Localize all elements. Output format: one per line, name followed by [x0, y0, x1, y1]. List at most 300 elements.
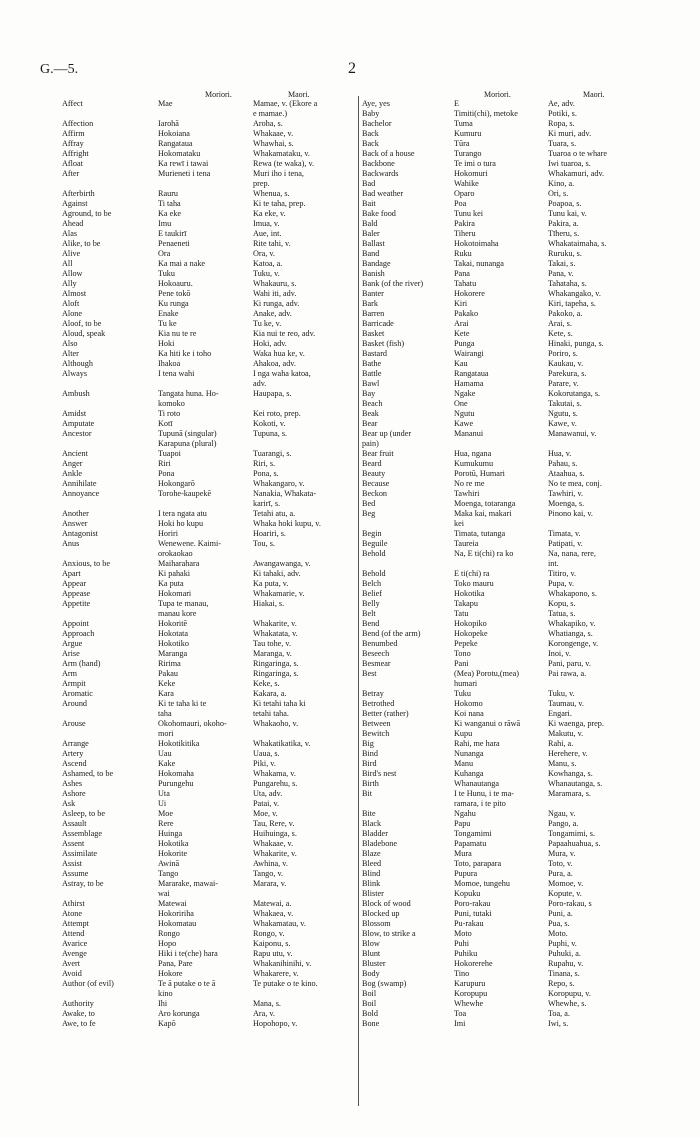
vocab-row	[62, 559, 354, 569]
maori-word: Hiakai, s.	[253, 599, 285, 608]
vocab-row	[62, 289, 354, 299]
vocab-row	[62, 769, 354, 779]
english-word: Almost	[62, 289, 87, 298]
vocab-row	[362, 629, 662, 639]
vocab-row	[62, 689, 354, 699]
english-word: Backbone	[362, 159, 395, 168]
vocab-row	[62, 549, 354, 559]
maori-word: Whakamuri, adv.	[548, 169, 605, 178]
english-word: Blow, to strike a	[362, 929, 416, 938]
english-word: Bad	[362, 179, 376, 188]
english-word: Artery	[62, 749, 84, 758]
moriori-word: Tuku	[454, 689, 471, 698]
vocab-row	[362, 879, 662, 889]
moriori-word: Ka rewī i tawai	[158, 159, 209, 168]
english-word: Begin	[362, 529, 382, 538]
maori-word: Aue, int.	[253, 229, 282, 238]
moriori-word: Papu	[454, 819, 471, 828]
english-word: Ankle	[62, 469, 83, 478]
maori-word: Awangawanga, v.	[253, 559, 311, 568]
moriori-word: Tunu kei	[454, 209, 484, 218]
english-word: Ancestor	[62, 429, 92, 438]
moriori-word: Hokotika	[158, 839, 189, 848]
english-word: Aloft	[62, 299, 80, 308]
maori-word: Korongenge, v.	[548, 639, 599, 648]
moriori-word: Rongo	[158, 929, 180, 938]
moriori-word: Hokomaha	[158, 769, 194, 778]
moriori-word: Tongamimi	[454, 829, 492, 838]
vocab-row	[62, 539, 354, 549]
english-word: Attend	[62, 929, 85, 938]
moriori-word: Moe	[158, 809, 174, 818]
english-word: Aground, to be	[62, 209, 112, 218]
moriori-word: wai	[158, 889, 170, 898]
vocab-row	[62, 229, 354, 239]
maori-word: Kakara, a.	[253, 689, 287, 698]
maori-word: Kaiponu, s.	[253, 939, 291, 948]
vocab-row	[62, 759, 354, 769]
maori-word: Uta, adv.	[253, 789, 283, 798]
maori-word: Kete, s.	[548, 329, 573, 338]
english-word: Bad weather	[362, 189, 404, 198]
english-word: Another	[62, 509, 89, 518]
english-word: Blunt	[362, 949, 381, 958]
moriori-word: Hopo	[158, 939, 177, 948]
moriori-word: Hokotika	[454, 589, 485, 598]
vocab-row	[362, 109, 662, 119]
vocab-row	[62, 249, 354, 259]
english-word: Blossom	[362, 919, 391, 928]
vocab-row	[62, 649, 354, 659]
maori-word: Rite tahi, v.	[253, 239, 291, 248]
english-word: Ahead	[62, 219, 84, 228]
english-word: Arouse	[62, 719, 86, 728]
moriori-word: ramara, i te pito	[454, 799, 506, 808]
moriori-word: Purungehu	[158, 779, 194, 788]
vocab-row	[362, 529, 662, 539]
vocab-row	[62, 299, 354, 309]
english-word: Bandage	[362, 259, 391, 268]
vocab-row	[362, 639, 662, 649]
maori-word: Pungarehu, s.	[253, 779, 298, 788]
english-word: Although	[62, 359, 93, 368]
vocab-row	[362, 849, 662, 859]
maori-word: Patipati, v.	[548, 539, 583, 548]
english-word: Alike, to be	[62, 239, 101, 248]
vocab-row	[62, 709, 354, 719]
moriori-word: Hiki i te(che) hara	[158, 949, 218, 958]
moriori-word: Tupa te manau,	[158, 599, 209, 608]
moriori-word: Poro-rakau	[454, 899, 491, 908]
maori-word: Tango, v.	[253, 869, 284, 878]
vocab-row	[62, 479, 354, 489]
english-word: Bog (swamp)	[362, 979, 407, 988]
maori-word: Kei roto, prep.	[253, 409, 301, 418]
moriori-word: Moenga, totaranga	[454, 499, 516, 508]
vocab-row	[62, 109, 354, 119]
moriori-word: Hokoritē	[158, 619, 188, 628]
moriori-word: Tūra	[454, 139, 470, 148]
vocab-row	[362, 689, 662, 699]
english-word: Basket (fish)	[362, 339, 405, 348]
moriori-word: Imi	[454, 1019, 466, 1028]
moriori-word: Wairangi	[454, 349, 484, 358]
maori-word: Whakamatau, v.	[253, 919, 306, 928]
vocab-row	[62, 409, 354, 419]
moriori-word: Te imi o tura	[454, 159, 496, 168]
vocab-row	[62, 319, 354, 329]
maori-word: Anake, adv.	[253, 309, 292, 318]
english-word: Banish	[362, 269, 385, 278]
maori-word: Arai, s.	[548, 319, 572, 328]
moriori-word: Tu ke	[158, 319, 177, 328]
moriori-word: Tiheru	[454, 229, 476, 238]
vocab-row	[362, 349, 662, 359]
maori-word: Awhina, v.	[253, 859, 288, 868]
vocab-row	[62, 849, 354, 859]
english-word: Allow	[62, 269, 83, 278]
moriori-word: Oparo	[454, 189, 475, 198]
english-word: Arise	[62, 649, 80, 658]
moriori-word: Moto	[454, 929, 472, 938]
vocab-row	[362, 469, 662, 479]
moriori-word: Pupura	[454, 869, 478, 878]
maori-word: Ae, adv.	[548, 99, 575, 108]
left-vocabulary-column	[62, 99, 354, 1029]
vocab-row	[362, 299, 662, 309]
english-word: Aloud, speak	[62, 329, 106, 338]
vocab-row	[62, 329, 354, 339]
maori-word: Na, nana, rere,	[548, 549, 596, 558]
maori-word: Ki tahaki, adv.	[253, 569, 301, 578]
vocab-row	[362, 309, 662, 319]
maori-word: Tetahi atu, a.	[253, 509, 296, 518]
moriori-word: I tena wahi	[158, 369, 195, 378]
moriori-word: Wahike	[454, 179, 479, 188]
vocab-row	[62, 439, 354, 449]
moriori-word: Nunanga	[454, 749, 484, 758]
english-word: Bed	[362, 499, 376, 508]
moriori-word: Karupuru	[454, 979, 486, 988]
moriori-word: E taukirī	[158, 229, 187, 238]
vocab-row	[362, 419, 662, 429]
vocab-row	[62, 199, 354, 209]
moriori-word: Kapō	[158, 1019, 176, 1028]
vocab-row	[362, 319, 662, 329]
moriori-word: Takapu	[454, 599, 478, 608]
english-word: Birth	[362, 779, 379, 788]
maori-word: Pua, s.	[548, 919, 570, 928]
maori-word: Iwi, s.	[548, 1019, 569, 1028]
vocab-row	[62, 129, 354, 139]
vocab-row	[362, 589, 662, 599]
english-word: Backwards	[362, 169, 399, 178]
english-word: Annihilate	[62, 479, 97, 488]
english-word: Body	[362, 969, 380, 978]
maori-word: Whakarere, v.	[253, 969, 299, 978]
maori-word: No te mea, conj.	[548, 479, 602, 488]
maori-word: Keke, s.	[253, 679, 280, 688]
vocab-row	[62, 749, 354, 759]
vocab-row	[362, 969, 662, 979]
moriori-word: Puhi	[454, 939, 470, 948]
moriori-word: Rauru	[158, 189, 179, 198]
vocab-row	[362, 509, 662, 519]
maori-word: Papaahuahua, s.	[548, 839, 601, 848]
moriori-word: Hua, ngana	[454, 449, 492, 458]
maori-word: Iwi tuaroa, s.	[548, 159, 591, 168]
maori-word: Ahakoa, adv.	[253, 359, 296, 368]
moriori-word: Hoki	[158, 339, 175, 348]
vocab-row	[362, 619, 662, 629]
moriori-word: Ti roto	[158, 409, 181, 418]
vocab-row	[62, 1019, 354, 1029]
maori-word: Tu ke, v.	[253, 319, 282, 328]
moriori-word: Pakira	[454, 219, 475, 228]
vocab-row	[62, 679, 354, 689]
maori-word: Haupapa, s.	[253, 389, 292, 398]
moriori-word: Kuhanga	[454, 769, 484, 778]
english-word: Afloat	[62, 159, 83, 168]
maori-word: Whakamataku, v.	[253, 149, 310, 158]
vocab-row	[62, 529, 354, 539]
english-word: Big	[362, 739, 374, 748]
maori-word: Ngau, v.	[548, 809, 576, 818]
moriori-word: Ngake	[454, 389, 476, 398]
moriori-word: Murieneti i tena	[158, 169, 211, 178]
english-word: Arrange	[62, 739, 89, 748]
english-word: Beak	[362, 409, 379, 418]
english-word: Banter	[362, 289, 384, 298]
vocab-row	[362, 539, 662, 549]
moriori-word: Pona	[158, 469, 175, 478]
vocab-row	[62, 489, 354, 499]
moriori-word: Ka puta	[158, 579, 184, 588]
moriori-word: Puni, tutaki	[454, 909, 492, 918]
moriori-word: Pu-rakau	[454, 919, 484, 928]
english-word: Athirst	[62, 899, 85, 908]
moriori-word: Kupu	[454, 729, 473, 738]
maori-word: Pupa, v.	[548, 579, 575, 588]
vocab-row	[62, 909, 354, 919]
maori-word: Moe, v.	[253, 809, 278, 818]
english-word: Bladder	[362, 829, 388, 838]
vocab-row	[62, 459, 354, 469]
vocab-row	[62, 369, 354, 379]
vocab-row	[62, 399, 354, 409]
maori-word: Pakira, a.	[548, 219, 579, 228]
maori-word: Whakaoho, v.	[253, 719, 299, 728]
english-word: Blind	[362, 869, 381, 878]
moriori-word: Hokongarō	[158, 479, 195, 488]
moriori-word: Hokoiana	[158, 129, 190, 138]
vocab-row	[62, 169, 354, 179]
moriori-word: Ti taha	[158, 199, 181, 208]
moriori-word: Taureia	[454, 539, 479, 548]
english-word: Bite	[362, 809, 376, 818]
maori-word: Te putake o te kino.	[253, 979, 318, 988]
english-word: Bold	[362, 1009, 378, 1018]
maori-word: Ora, v.	[253, 249, 275, 258]
vocab-row	[362, 559, 662, 569]
moriori-word: Mananui	[454, 429, 484, 438]
vocab-row	[362, 739, 662, 749]
english-word: pain)	[362, 439, 379, 448]
english-word: Avert	[62, 959, 81, 968]
vocab-row	[62, 99, 354, 109]
maori-word: Toa, a.	[548, 1009, 570, 1018]
maori-word: Tinana, s.	[548, 969, 580, 978]
vocab-row	[62, 779, 354, 789]
english-word: Affray	[62, 139, 84, 148]
vocab-row	[362, 999, 662, 1009]
maori-word: Kia nui te reo, adv.	[253, 329, 316, 338]
moriori-word: Punga	[454, 339, 475, 348]
vocab-row	[362, 259, 662, 269]
maori-word: Poriro, s.	[548, 349, 578, 358]
vocab-row	[62, 949, 354, 959]
moriori-word: Hokorerehe	[454, 959, 493, 968]
vocab-row	[362, 169, 662, 179]
vocab-row	[362, 199, 662, 209]
vocab-row	[362, 919, 662, 929]
english-word: Bit	[362, 789, 373, 798]
english-word: Bathe	[362, 359, 382, 368]
vocab-row	[62, 599, 354, 609]
moriori-word: Puhiku	[454, 949, 478, 958]
maori-word: Tīheru, s.	[548, 229, 580, 238]
moriori-word: Kawe	[454, 419, 474, 428]
english-word: Bank (of the river)	[362, 279, 424, 288]
english-word: Bone	[362, 1019, 380, 1028]
vocab-row	[362, 729, 662, 739]
right-maori-header: Maori.	[583, 90, 605, 99]
moriori-word: Tangata huna. Ho-	[158, 389, 219, 398]
maori-word: Poro-rakau, s	[548, 899, 592, 908]
maori-word: karirī, s.	[253, 499, 281, 508]
vocab-row	[362, 989, 662, 999]
vocab-row	[362, 679, 662, 689]
moriori-word: Karapuna (plural)	[158, 439, 217, 448]
moriori-word: Kumukumu	[454, 459, 494, 468]
english-word: Astray, to be	[62, 879, 104, 888]
vocab-row	[362, 449, 662, 459]
vocab-row	[62, 699, 354, 709]
moriori-word: Hokorite	[158, 849, 188, 858]
vocab-row	[62, 959, 354, 969]
vocab-row	[362, 279, 662, 289]
vocab-row	[362, 859, 662, 869]
moriori-word: Pene tokō	[158, 289, 191, 298]
vocab-row	[362, 789, 662, 799]
english-word: Beguile	[362, 539, 388, 548]
maori-word: Kokoti, v.	[253, 419, 286, 428]
moriori-word: Mararake, mawai-	[158, 879, 219, 888]
maori-word: Hua, v.	[548, 449, 572, 458]
maori-word: Rupahu, v.	[548, 959, 584, 968]
english-word: Basket	[362, 329, 385, 338]
maori-word: Kopute, v.	[548, 889, 582, 898]
vocab-row	[62, 839, 354, 849]
english-word: All	[62, 259, 73, 268]
vocab-row	[362, 899, 662, 909]
english-word: Bay	[362, 389, 376, 398]
maori-word: Rewa (te waka), v.	[253, 159, 315, 168]
maori-word: Kopu, s.	[548, 599, 576, 608]
maori-word: Herehere, v.	[548, 749, 588, 758]
vocab-row	[62, 139, 354, 149]
english-word: Ask	[62, 799, 76, 808]
english-word: Bladebone	[362, 839, 398, 848]
vocab-row	[362, 99, 662, 109]
maori-word: Ringaringa, s.	[253, 669, 299, 678]
vocab-row	[62, 209, 354, 219]
vocab-row	[62, 889, 354, 899]
maori-word: Moto.	[548, 929, 568, 938]
moriori-word: Kopuku	[454, 889, 481, 898]
english-word: Boil	[362, 989, 377, 998]
vocab-row	[362, 599, 662, 609]
column-divider	[358, 96, 359, 1106]
vocab-row	[62, 929, 354, 939]
english-word: Ambush	[62, 389, 90, 398]
english-word: Affection	[62, 119, 94, 128]
maori-word: Tupuna, s.	[253, 429, 288, 438]
maori-word: Titiro, v.	[548, 569, 577, 578]
english-word: Beach	[362, 399, 383, 408]
maori-word: Whakaea, v.	[253, 909, 294, 918]
vocab-row	[362, 479, 662, 489]
vocab-row	[362, 699, 662, 709]
vocab-row	[362, 929, 662, 939]
moriori-word: Awinā	[158, 859, 180, 868]
vocab-row	[62, 979, 354, 989]
vocab-row	[62, 219, 354, 229]
english-word: Bluster	[362, 959, 386, 968]
moriori-word: Poa	[454, 199, 467, 208]
vocab-row	[62, 919, 354, 929]
english-word: Besmear	[362, 659, 391, 668]
vocab-row	[62, 359, 354, 369]
english-word: Approach	[62, 629, 95, 638]
moriori-word: (Mea) Porotu,(mea)	[454, 669, 520, 678]
vocab-row	[362, 759, 662, 769]
moriori-word: Pana	[454, 269, 470, 278]
moriori-word: Te ā putake o te ā	[158, 979, 216, 988]
moriori-word: Tatu	[454, 609, 469, 618]
english-word: Bend (of the arm)	[362, 629, 421, 638]
vocab-row	[62, 239, 354, 249]
moriori-word: Hokoririha	[158, 909, 194, 918]
moriori-word: Hokoauru.	[158, 279, 193, 288]
english-word: Behold	[362, 549, 386, 558]
maori-word: tetahi taha.	[253, 709, 289, 718]
vocab-row	[62, 309, 354, 319]
english-word: Annoyance	[62, 489, 100, 498]
moriori-word: Hokomuri	[454, 169, 488, 178]
moriori-word: Porotū, Humari	[454, 469, 505, 478]
english-word: Bleed	[362, 859, 382, 868]
maori-word: Whakangako, v.	[548, 289, 601, 298]
moriori-word: Koi nana	[454, 709, 484, 718]
english-word: Avenge	[62, 949, 87, 958]
maori-word: Ropa, s.	[548, 119, 575, 128]
english-word: Belly	[362, 599, 380, 608]
vocab-row	[362, 869, 662, 879]
left-moriori-header: Moriori.	[205, 90, 232, 99]
english-word: Back of a house	[362, 149, 415, 158]
english-word: Aloof, to be	[62, 319, 102, 328]
